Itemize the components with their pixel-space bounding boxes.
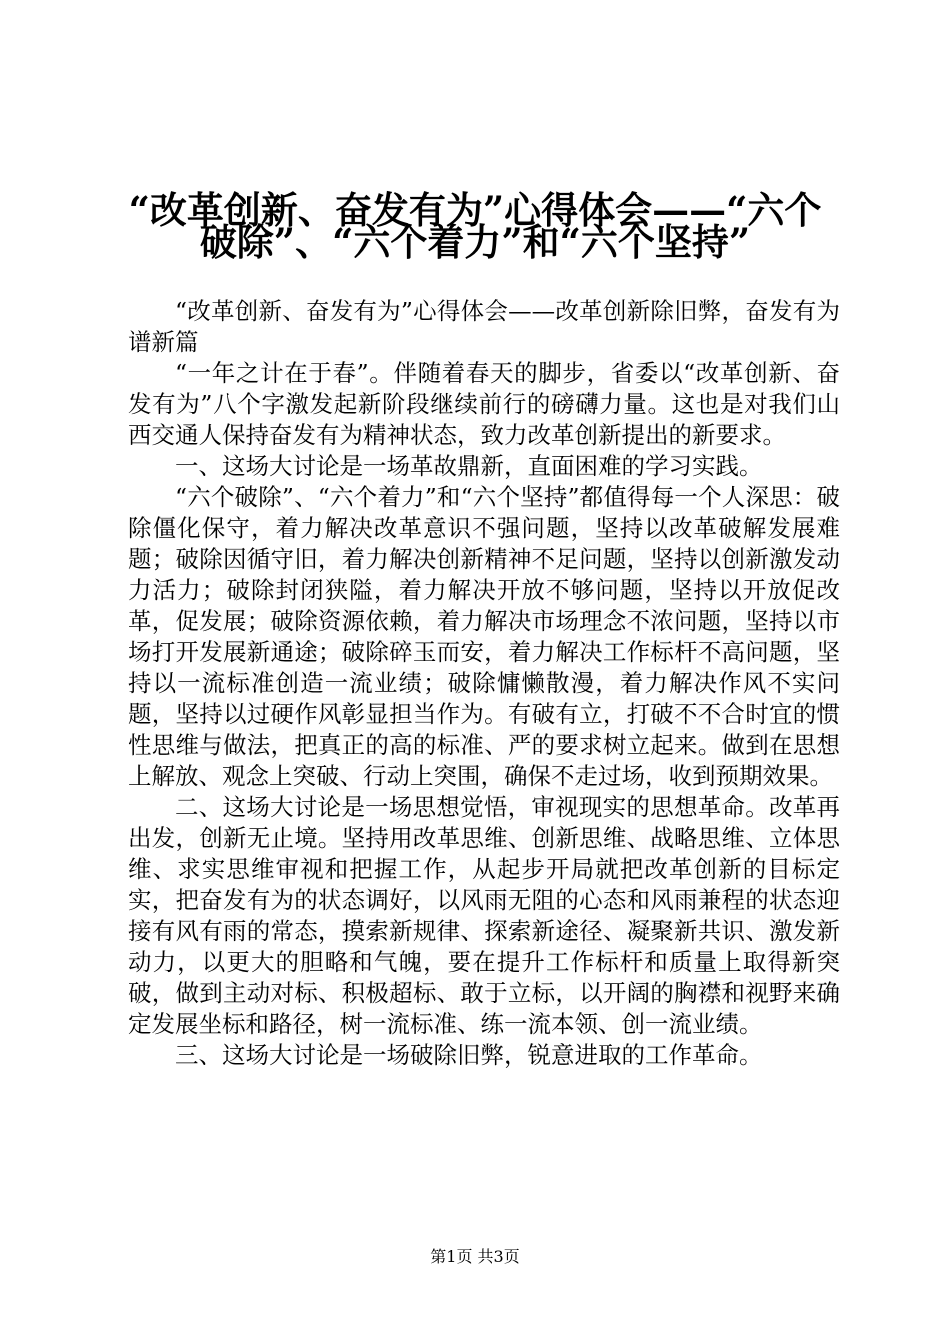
paragraph-section-1-heading: 一、这场大讨论是一场革故鼎新，直面困难的学习实践。 (175, 452, 763, 480)
document-title-line-1: “改革创新、奋发有为”心得体会——“六个 (128, 188, 822, 232)
paragraph-section-2: 二、这场大讨论是一场思想觉悟，审视现实的思想革命。改革再出发，创新无止境。坚持用改革思维、创新思维、战略思维、立体思维、求实思维审视和把握工作，从起步开局就把改革创新的目标定实，把奋发有为的状态调好，以风雨无阻的心态和风雨兼程的状态迎接有风有雨的常态，摸索新规律、探索新途径、凝聚新共识、激发新动力，以更大的胆略和气魄，要在提升工作标杆和质量上取得新突破，做到主动对标、积极超标、敢于立标，以开阔的胸襟和视野来确定发展坐标和路径，树一流标准、练一流本领、创一流业绩。 (128, 793, 840, 1038)
paragraph-section-1-body: “六个破除”、“六个着力”和“六个坚持”都值得每一个人深思：破除僵化保守，着力解决改革意识不强问题，坚持以改革破解发展难题；破除因循守旧，着力解决创新精神不足问题，坚持以创新激发动力活力；破除封闭狭隘，着力解决开放不够问题，坚持以开放促改革，促发展；破除资源依赖，着力解决市场理念不浓问题，坚持以市场打开发展新通途；破除碎玉而安，着力解决工作标杆不高问题，坚持以一流标准创造一流业绩；破除慵懒散漫，着力解决作风不实问题，坚持以过硬作风彰显担当作为。有破有立，打破不不合时宜的惯性思维与做法，把真正的高的标准、严的要求树立起来。做到在思想上解放、观念上突破、行动上突围，确保不走过场，收到预期效果。 (128, 483, 840, 790)
paragraph-section-3-heading: 三、这场大讨论是一场破除旧弊，锐意进取的工作革命。 (175, 1041, 763, 1069)
paragraph-subtitle: “改革创新、奋发有为”心得体会——改革创新除旧弊，奋发有为谱新篇 (128, 297, 840, 356)
paragraph-intro: “一年之计在于春”。伴随着春天的脚步，省委以“改革创新、奋发有为”八个字激发起新阶段继续前行的磅礴力量。这也是对我们山西交通人保持奋发有为精神状态，致力改革创新提出的新要求。 (128, 359, 840, 449)
document-body (128, 296, 840, 1071)
page-number-footer: 第1页 共3页 (430, 1247, 520, 1266)
document-title-line-2: 破除”、“六个着力”和“六个坚持” (199, 220, 751, 264)
